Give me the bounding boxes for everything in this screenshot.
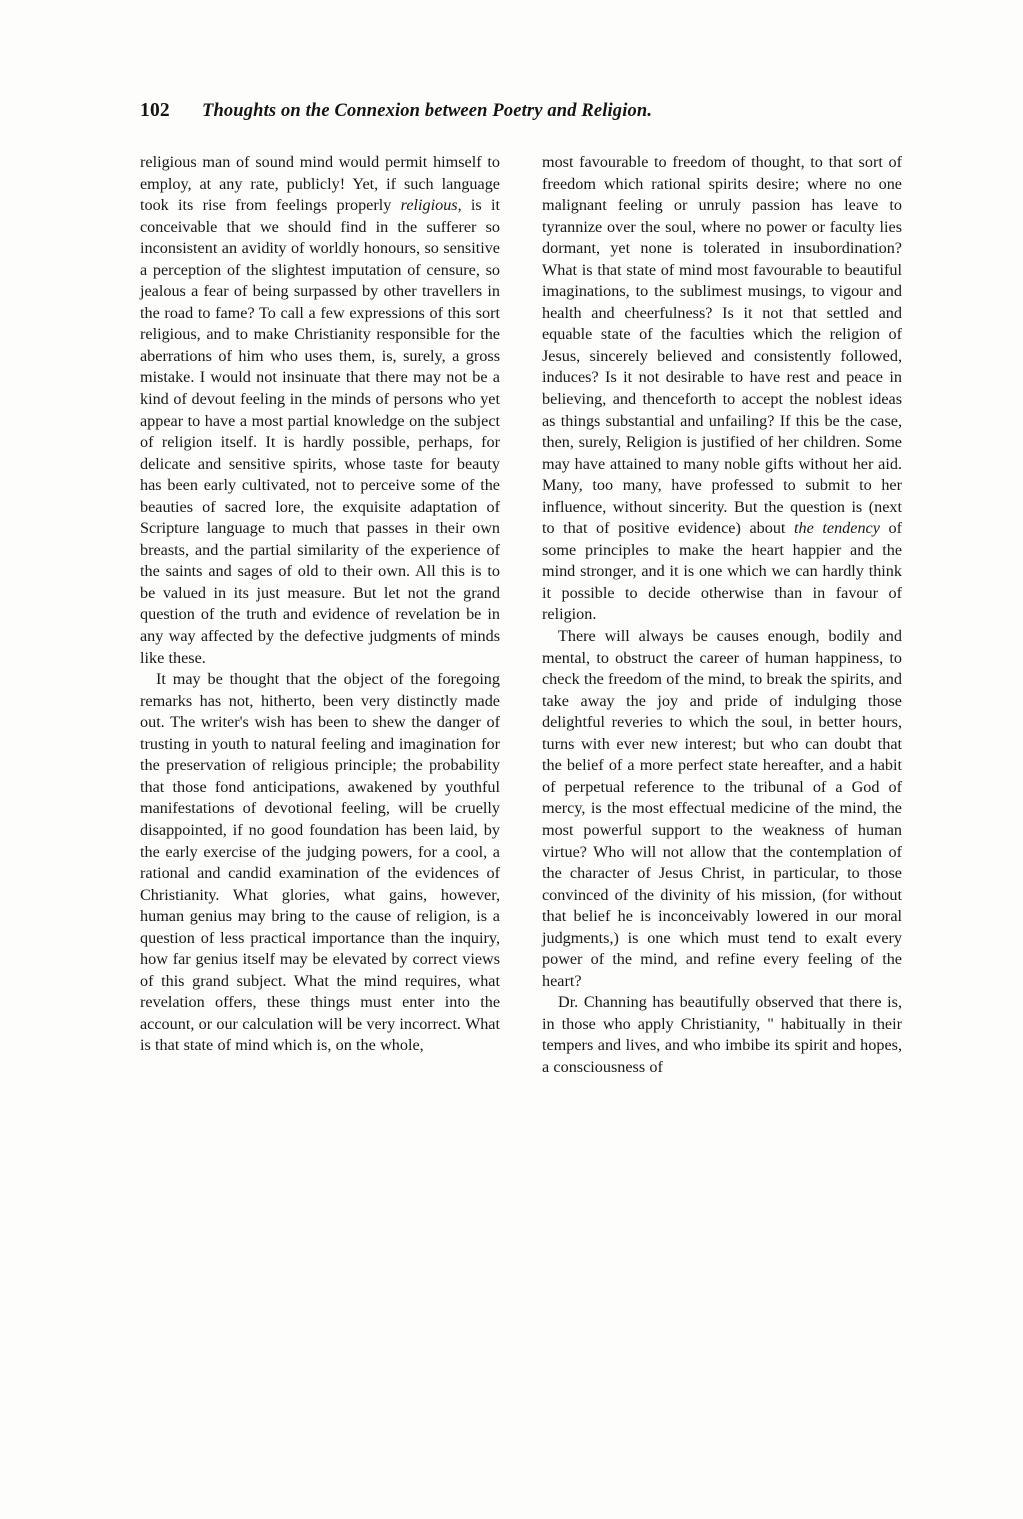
text-columns	[140, 152, 902, 1079]
paragraph: Dr. Channing has beautifully observed that there is, in those who apply Christianity, " habitually in their tempers and lives, and who imbibe its spirit and hopes, a consciousness of	[542, 993, 902, 1076]
page-header	[140, 100, 900, 130]
paragraph: There will always be causes enough, bodily and mental, to obstruct the career of human happiness, to check the freedom of the mind, to break the spirits, and take away the joy and pride of indulging those delightful reveries to which the soul, in better hours, turns with ever new interest; but who can doubt that the belief of a more perfect state hereafter, and a habit of perpetual reference to the tribunal of a God of mercy, is the most effectual medicine of the mind, the most powerful support to the weakness of human virtue? Who will not allow that the contemplation of the character of Jesus Christ, in particular, to those convinced of the divinity of his mission, (for without that belief he is inconceivably lowered in our moral judgments,) is one which must tend to exalt every power of the mind, and refine every feeling of the heart?	[542, 627, 902, 990]
right-column	[542, 152, 902, 1079]
running-title: Thoughts on the Connexion between Poetry and Religion.	[202, 101, 653, 121]
paragraph: religious man of sound mind would permit himself to employ, at any rate, publicly! Yet, if such language took its rise from feelings properly religious, is it conceivable that we should find in the sufferer so inconsistent an avidity of worldly honours, so sensitive a perception of the slightest imputation of censure, so jealous a fear of being surpassed by other travellers in the road to fame? To call a few expressions of this sort religious, and to make Christianity responsible for the aberrations of him who uses them, is, surely, a gross mistake. I would not insinuate that there may not be a kind of devout feeling in the minds of persons who yet appear to have a most partial knowledge on the subject of religion itself. It is hardly possible, perhaps, for delicate and sensitive spirits, whose taste for beauty has been early cultivated, not to perceive some of the beauties of sacred lore, the exquisite adaptation of Scripture language to much that passes in their own breasts, and the partial similarity of the experience of the saints and sages of old to their own. All this is to be valued in its just measure. But let not the grand question of the truth and evidence of revelation be in any way affected by the defective judgments of minds like these.	[140, 153, 500, 667]
left-column	[140, 152, 500, 1079]
paragraph: It may be thought that the object of the foregoing remarks has not, hitherto, been very distinctly made out. The writer's wish has been to shew the danger of trusting in youth to natural feeling and imagination for the preservation of religious principle; the probability that those fond anticipations, awakened by youthful manifestations of devotional feeling, will be cruelly disappointed, if no good foundation has been laid, by the early exercise of the judging powers, for a cool, a rational and candid examination of the evidences of Christianity. What glories, what gains, however, human genius may bring to the cause of religion, is a question of less practical importance than the inquiry, how far genius itself may be elevated by correct views of this grand subject. What the mind requires, what revelation offers, these things must enter into the account, or our calculation will be very incorrect. What is that state of mind which is, on the whole,	[140, 670, 500, 1055]
page-number: 102	[140, 100, 170, 121]
paragraph: most favourable to freedom of thought, to that sort of freedom which rational spirits desire; where no one malignant feeling or unruly passion has leave to tyrannize over the soul, where no power or faculty lies dormant, yet none is tolerated in insubordination? What is that state of mind most favourable to beautiful imaginations, to the sublimest musings, to vigour and health and cheerfulness? Is it not that settled and equable state of the faculties which the religion of Jesus, sincerely believed and consistently followed, induces? Is it not desirable to have rest and peace in believing, and thenceforth to accept the noblest ideas as things substantial and unfailing? If this be the case, then, surely, Religion is justified of her children. Some may have attained to many noble gifts without her aid. Many, too many, have professed to submit to her influence, without sincerity. But the question is (next to that of positive evidence) about the tendency of some principles to make the heart happier and the mind stronger, and it is one which we can hardly think it possible to decide otherwise than in favour of religion.	[542, 153, 902, 624]
